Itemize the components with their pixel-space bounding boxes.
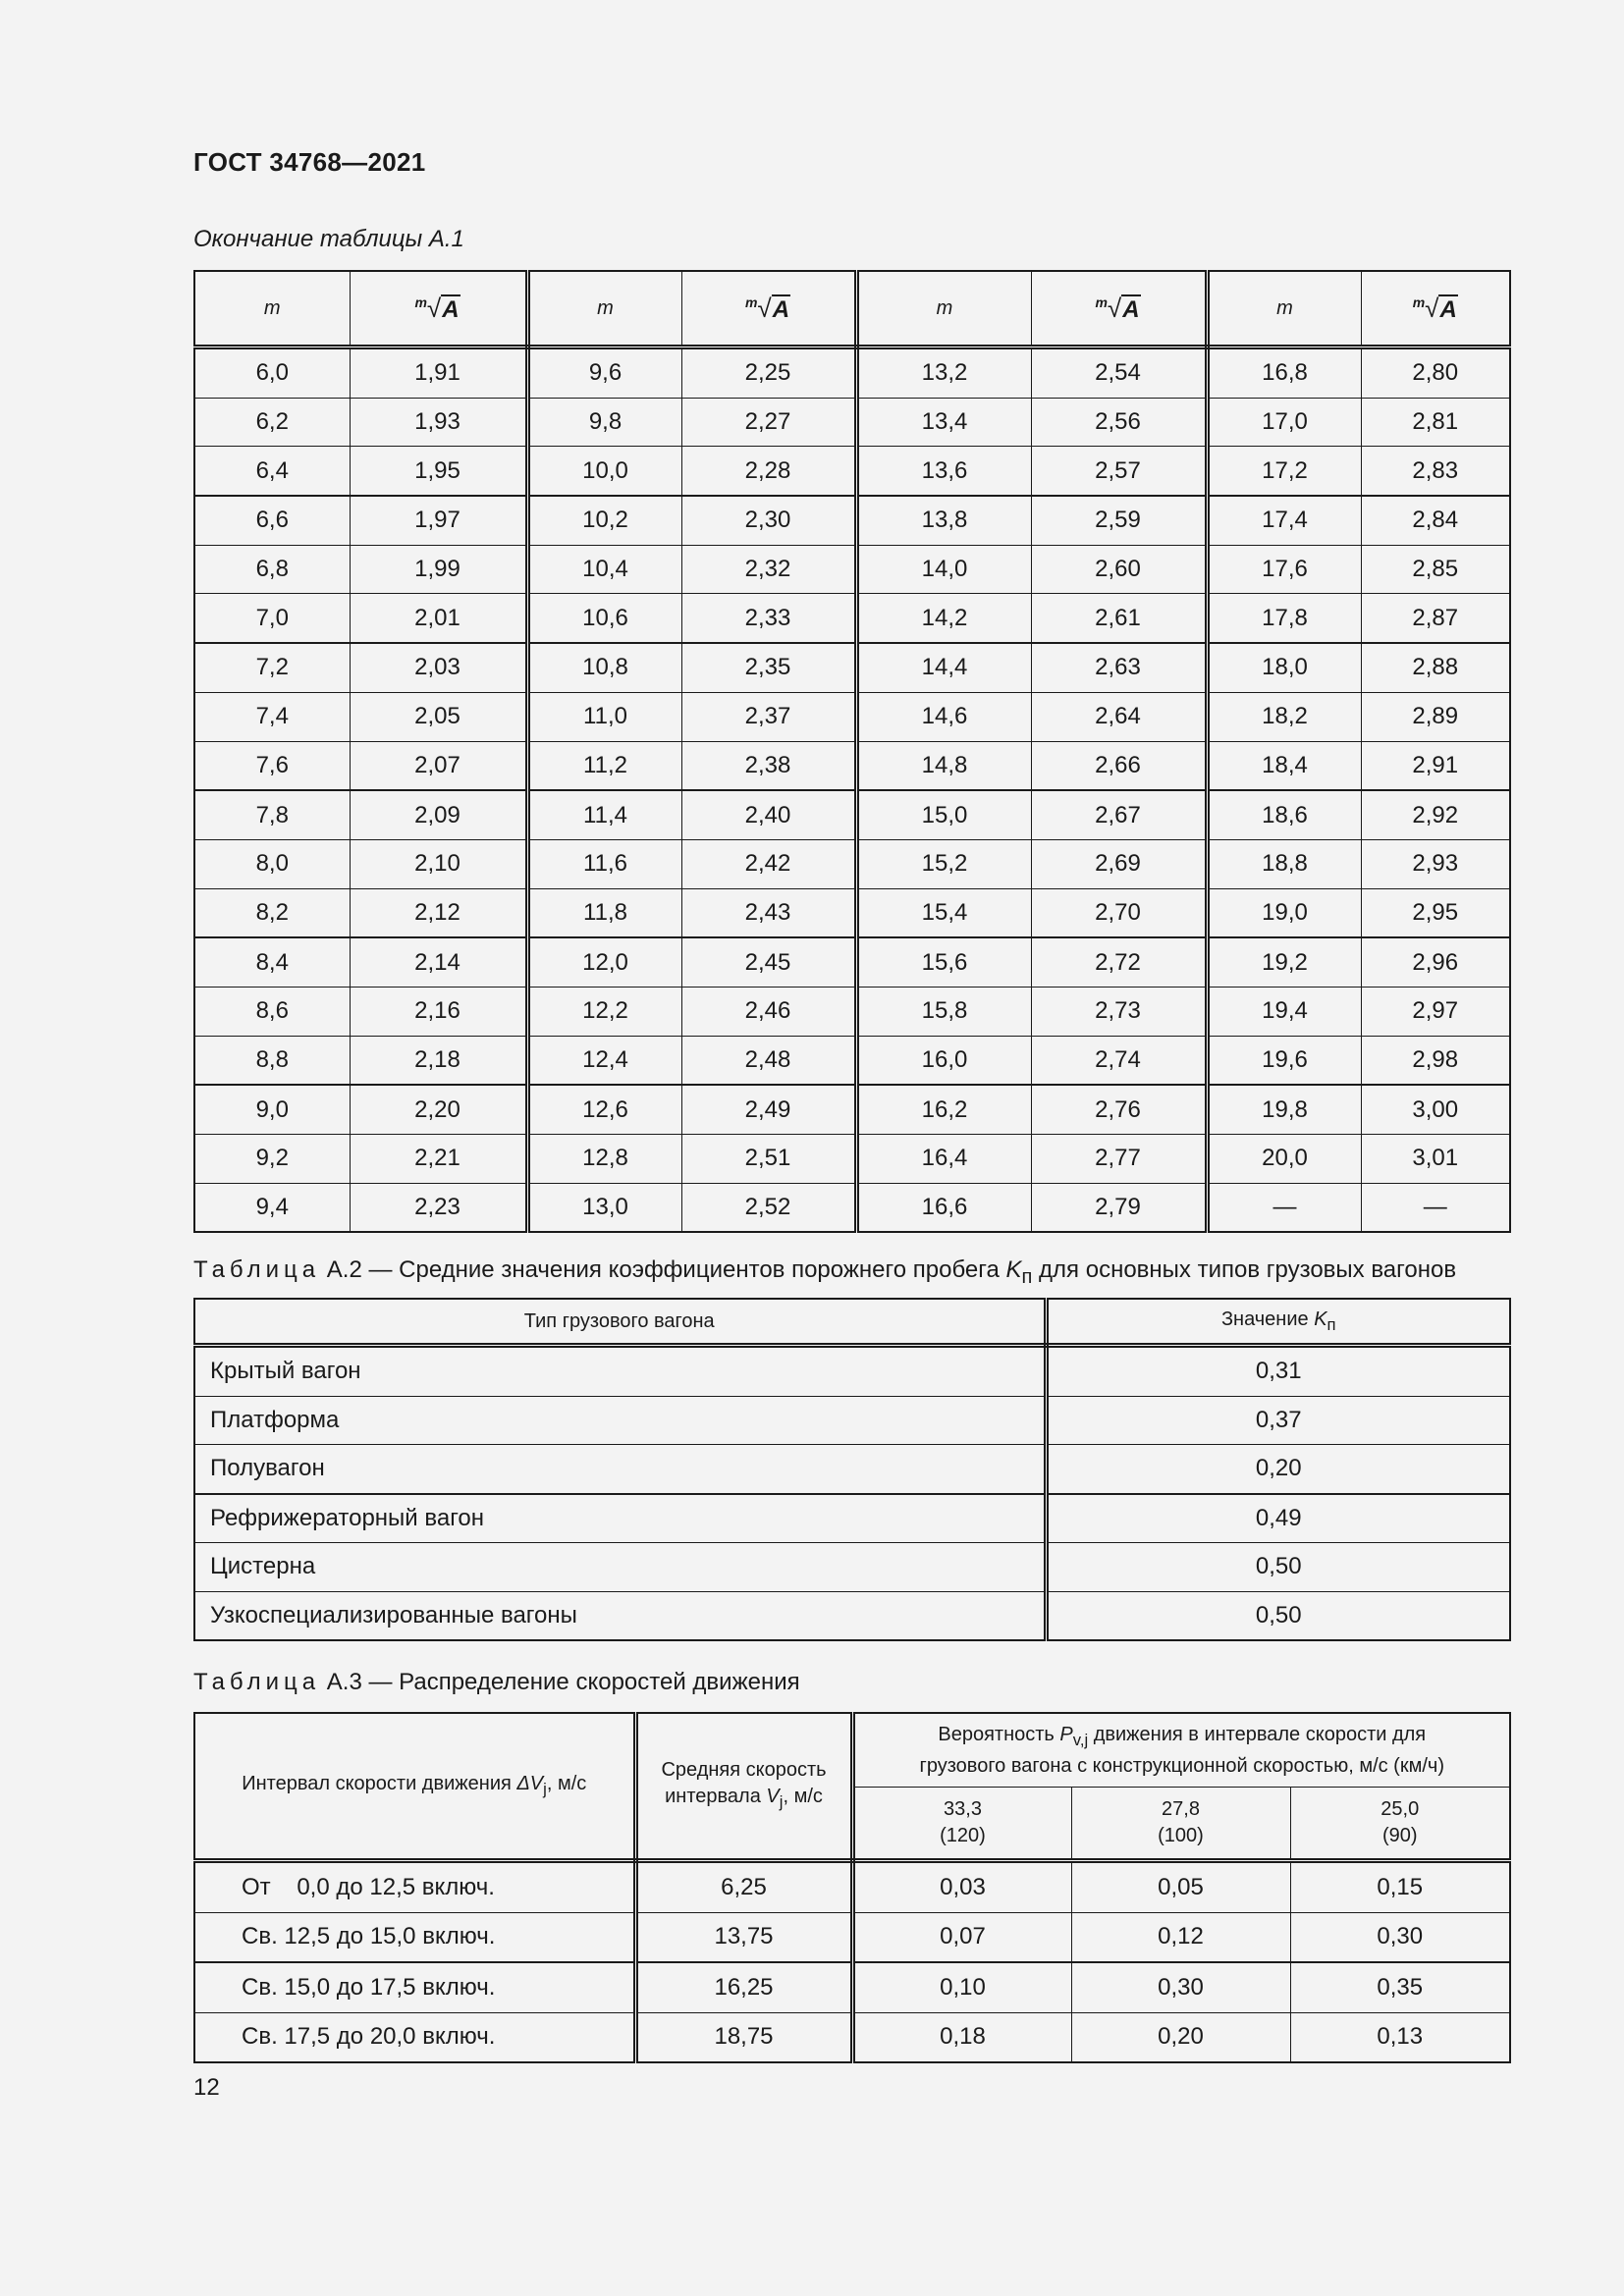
- speed-ms: 25,0: [1380, 1798, 1420, 1820]
- table-a2-header-value: [1046, 1299, 1510, 1346]
- cell-m: 15,6: [856, 937, 1031, 987]
- cell-root: 2,07: [350, 741, 527, 790]
- cell-m: 7,0: [194, 594, 350, 643]
- cell-wagon-type: Рефрижераторный вагон: [194, 1494, 1046, 1543]
- cell-m: 7,2: [194, 643, 350, 692]
- cell-root: 2,63: [1031, 643, 1207, 692]
- speed-kmh: (120): [940, 1825, 986, 1846]
- cell-kp-value: 0,31: [1046, 1346, 1510, 1397]
- table-a2-caption-prefix: Таблица: [193, 1256, 321, 1283]
- cell-root: 2,40: [681, 790, 856, 839]
- table-row: [194, 692, 1510, 741]
- table-a1-header-m: m: [527, 271, 681, 347]
- table-a3-header-row-1: [194, 1713, 1510, 1788]
- cell-m: 6,0: [194, 347, 350, 399]
- table-a3-header-speed: [1071, 1788, 1290, 1861]
- table-a3-caption-prefix: Таблица: [193, 1669, 321, 1695]
- cell-root: 2,46: [681, 987, 856, 1036]
- cell-m: 15,2: [856, 839, 1031, 888]
- radical-sign-icon: √: [757, 293, 772, 323]
- cell-root: 2,98: [1361, 1036, 1510, 1085]
- cell-root: 2,03: [350, 643, 527, 692]
- cell-root: 2,56: [1031, 398, 1207, 447]
- cell-m: 10,6: [527, 594, 681, 643]
- cell-root: 2,09: [350, 790, 527, 839]
- cell-m: 11,0: [527, 692, 681, 741]
- cell-m: 15,0: [856, 790, 1031, 839]
- cell-m: 16,0: [856, 1036, 1031, 1085]
- table-row: [194, 839, 1510, 888]
- table-row: [194, 937, 1510, 987]
- cell-m: 11,4: [527, 790, 681, 839]
- table-a3-header-avg-sub: j: [779, 1792, 784, 1811]
- cell-probability: 0,30: [1071, 1962, 1290, 2012]
- cell-interval: Св. 12,5 до 15,0 включ.: [194, 1912, 635, 1962]
- cell-m: 14,8: [856, 741, 1031, 790]
- cell-root: 2,80: [1361, 347, 1510, 399]
- cell-avg-speed: 6,25: [635, 1861, 852, 1913]
- cell-m: 13,8: [856, 496, 1031, 545]
- cell-root: 2,66: [1031, 741, 1207, 790]
- table-a1: [193, 270, 1511, 1233]
- table-a1-header-root: [1361, 271, 1510, 347]
- cell-interval: Св. 17,5 до 20,0 включ.: [194, 2012, 635, 2062]
- cell-m: 8,8: [194, 1036, 350, 1085]
- cell-m: 14,4: [856, 643, 1031, 692]
- table-a1-header-root: [681, 271, 856, 347]
- table-a1-header-m: m: [1207, 271, 1361, 347]
- cell-m: 10,4: [527, 545, 681, 594]
- cell-root: 1,99: [350, 545, 527, 594]
- cell-kp-value: 0,50: [1046, 1591, 1510, 1640]
- speed-ms: 27,8: [1162, 1798, 1200, 1820]
- table-a3-header-interval: [194, 1713, 635, 1861]
- root-index: m: [744, 294, 758, 310]
- table-a1-header-root: [350, 271, 527, 347]
- table-a2-caption-symbol: K: [1005, 1256, 1022, 1283]
- cell-m: 18,8: [1207, 839, 1361, 888]
- table-a3-header-speed: [852, 1788, 1071, 1861]
- table-a3-header-interval-label: Интервал скорости движения: [242, 1772, 517, 1794]
- cell-wagon-type: Полувагон: [194, 1445, 1046, 1494]
- table-row: [194, 790, 1510, 839]
- cell-root: 2,01: [350, 594, 527, 643]
- cell-m: 8,6: [194, 987, 350, 1036]
- cell-m: 13,2: [856, 347, 1031, 399]
- table-row: [194, 545, 1510, 594]
- root-symbol: [414, 293, 460, 323]
- table-row: [194, 1183, 1510, 1232]
- radical-sign-icon: √: [1107, 293, 1122, 323]
- cell-m: 18,2: [1207, 692, 1361, 741]
- table-row: [194, 1861, 1510, 1913]
- cell-root: 2,84: [1361, 496, 1510, 545]
- cell-root: 2,18: [350, 1036, 527, 1085]
- cell-m: 13,4: [856, 398, 1031, 447]
- cell-m: 12,0: [527, 937, 681, 987]
- cell-m: 9,8: [527, 398, 681, 447]
- table-row: [194, 987, 1510, 1036]
- table-row: [194, 594, 1510, 643]
- table-a2-caption: [193, 1256, 1456, 1289]
- cell-m: 16,2: [856, 1085, 1031, 1134]
- cell-root: 2,43: [681, 888, 856, 937]
- table-row: [194, 496, 1510, 545]
- cell-root: 2,54: [1031, 347, 1207, 399]
- cell-m: 9,4: [194, 1183, 350, 1232]
- table-a3-header-interval-sub: j: [543, 1779, 547, 1798]
- table-a2-header-value-symbol: K: [1314, 1308, 1327, 1330]
- cell-kp-value: 0,20: [1046, 1445, 1510, 1494]
- root-index: m: [1412, 294, 1426, 310]
- cell-m: 17,4: [1207, 496, 1361, 545]
- table-a2-caption-suffix: для основных типов грузовых вагонов: [1032, 1256, 1457, 1283]
- cell-m: 14,6: [856, 692, 1031, 741]
- speed-ms: 33,3: [944, 1798, 982, 1820]
- cell-m: 9,2: [194, 1135, 350, 1184]
- radical-sign-icon: √: [1425, 293, 1439, 323]
- cell-root: 2,96: [1361, 937, 1510, 987]
- table-a2-caption-sub: п: [1021, 1265, 1033, 1288]
- cell-root: 1,97: [350, 496, 527, 545]
- cell-root: 2,21: [350, 1135, 527, 1184]
- table-row: [194, 643, 1510, 692]
- table-a3-caption-body: А.3 — Распределение скоростей движения: [326, 1669, 800, 1695]
- cell-probability: 0,07: [852, 1912, 1071, 1962]
- table-a1-header-m: m: [194, 271, 350, 347]
- cell-wagon-type: Цистерна: [194, 1543, 1046, 1592]
- table-a3-header-speed: [1290, 1788, 1510, 1861]
- cell-m: 10,0: [527, 447, 681, 496]
- cell-m: 19,2: [1207, 937, 1361, 987]
- cell-root: 2,35: [681, 643, 856, 692]
- cell-root: 2,69: [1031, 839, 1207, 888]
- table-a3-header-prob-sub: v,j: [1072, 1730, 1089, 1749]
- cell-probability: 0,03: [852, 1861, 1071, 1913]
- table-a1-caption: Окончание таблицы А.1: [193, 226, 464, 252]
- cell-m: 6,2: [194, 398, 350, 447]
- cell-root: 2,16: [350, 987, 527, 1036]
- cell-m: 13,0: [527, 1183, 681, 1232]
- cell-m: 12,4: [527, 1036, 681, 1085]
- cell-root: 2,74: [1031, 1036, 1207, 1085]
- cell-probability: 0,13: [1290, 2012, 1510, 2062]
- table-row: [194, 1135, 1510, 1184]
- cell-root: 2,92: [1361, 790, 1510, 839]
- cell-m: 8,0: [194, 839, 350, 888]
- cell-m: 7,6: [194, 741, 350, 790]
- cell-m: 19,4: [1207, 987, 1361, 1036]
- table-a3-header-interval-symbol: ΔV: [516, 1772, 544, 1794]
- table-a2-header-row: [194, 1299, 1510, 1346]
- cell-m: 12,6: [527, 1085, 681, 1134]
- cell-root: 2,60: [1031, 545, 1207, 594]
- cell-m: 17,0: [1207, 398, 1361, 447]
- table-a3-header-prob-a: Вероятность: [938, 1723, 1060, 1745]
- cell-m: 15,8: [856, 987, 1031, 1036]
- cell-root: 2,37: [681, 692, 856, 741]
- table-row: [194, 398, 1510, 447]
- cell-m: 18,4: [1207, 741, 1361, 790]
- cell-m: 20,0: [1207, 1135, 1361, 1184]
- cell-root: 2,87: [1361, 594, 1510, 643]
- cell-root: 2,49: [681, 1085, 856, 1134]
- cell-m: 10,2: [527, 496, 681, 545]
- cell-root: 2,33: [681, 594, 856, 643]
- cell-m: 19,8: [1207, 1085, 1361, 1134]
- cell-m: —: [1207, 1183, 1361, 1232]
- root-symbol: [1095, 293, 1140, 323]
- cell-wagon-type: Крытый вагон: [194, 1346, 1046, 1397]
- cell-root: 2,67: [1031, 790, 1207, 839]
- cell-root: 2,64: [1031, 692, 1207, 741]
- cell-root: 2,97: [1361, 987, 1510, 1036]
- cell-root: 2,59: [1031, 496, 1207, 545]
- cell-root: 2,10: [350, 839, 527, 888]
- table-a3-header-probability: [852, 1713, 1510, 1788]
- page-number: 12: [193, 2074, 220, 2101]
- table-row: [194, 1543, 1510, 1592]
- cell-m: 11,8: [527, 888, 681, 937]
- document-header: ГОСТ 34768—2021: [193, 147, 426, 177]
- cell-m: 9,6: [527, 347, 681, 399]
- cell-root: 2,91: [1361, 741, 1510, 790]
- root-radicand: A: [1122, 295, 1140, 323]
- root-index: m: [1095, 294, 1108, 310]
- cell-m: 17,6: [1207, 545, 1361, 594]
- table-a1-header-m: m: [856, 271, 1031, 347]
- cell-interval: Св. 15,0 до 17,5 включ.: [194, 1962, 635, 2012]
- cell-avg-speed: 13,75: [635, 1912, 852, 1962]
- cell-root: 2,48: [681, 1036, 856, 1085]
- cell-m: 12,8: [527, 1135, 681, 1184]
- root-symbol: [1412, 293, 1458, 323]
- root-index: m: [414, 294, 427, 310]
- cell-m: 8,4: [194, 937, 350, 987]
- speed-kmh: (90): [1381, 1825, 1418, 1846]
- cell-m: 17,2: [1207, 447, 1361, 496]
- cell-probability: 0,15: [1290, 1861, 1510, 1913]
- cell-probability: 0,30: [1290, 1912, 1510, 1962]
- cell-root: 2,81: [1361, 398, 1510, 447]
- table-row: [194, 2012, 1510, 2062]
- table-a3-header-prob-b: движения в интервале скорости для: [1088, 1723, 1427, 1745]
- table-row: [194, 1085, 1510, 1134]
- cell-root: 2,38: [681, 741, 856, 790]
- cell-root: 2,27: [681, 398, 856, 447]
- root-radicand: A: [442, 295, 460, 323]
- table-a2-header-type: Тип грузового вагона: [194, 1299, 1046, 1346]
- cell-m: 17,8: [1207, 594, 1361, 643]
- table-row: [194, 447, 1510, 496]
- table-row: [194, 1445, 1510, 1494]
- cell-root: 2,05: [350, 692, 527, 741]
- cell-root: 2,25: [681, 347, 856, 399]
- cell-root: 2,20: [350, 1085, 527, 1134]
- table-row: [194, 347, 1510, 399]
- cell-root: 2,70: [1031, 888, 1207, 937]
- cell-root: 2,14: [350, 937, 527, 987]
- radical-sign-icon: √: [426, 293, 442, 323]
- cell-root: 2,30: [681, 496, 856, 545]
- cell-m: 18,0: [1207, 643, 1361, 692]
- cell-m: 7,4: [194, 692, 350, 741]
- table-a3-header-avg-unit: , м/с: [783, 1786, 823, 1807]
- cell-root: 2,32: [681, 545, 856, 594]
- root-radicand: A: [772, 295, 790, 323]
- cell-root: 1,91: [350, 347, 527, 399]
- cell-m: 9,0: [194, 1085, 350, 1134]
- cell-root: 3,00: [1361, 1085, 1510, 1134]
- cell-root: 2,95: [1361, 888, 1510, 937]
- cell-root: 3,01: [1361, 1135, 1510, 1184]
- cell-root: 1,95: [350, 447, 527, 496]
- cell-kp-value: 0,49: [1046, 1494, 1510, 1543]
- cell-m: 19,0: [1207, 888, 1361, 937]
- table-a3-header-avg-symbol: V: [766, 1786, 780, 1807]
- cell-m: 14,0: [856, 545, 1031, 594]
- cell-probability: 0,05: [1071, 1861, 1290, 1913]
- cell-m: 8,2: [194, 888, 350, 937]
- root-radicand: A: [1439, 295, 1457, 323]
- cell-root: 2,12: [350, 888, 527, 937]
- table-row: [194, 1912, 1510, 1962]
- cell-interval: От 0,0 до 12,5 включ.: [194, 1861, 635, 1913]
- cell-root: 2,77: [1031, 1135, 1207, 1184]
- cell-root: 2,79: [1031, 1183, 1207, 1232]
- cell-root: 2,88: [1361, 643, 1510, 692]
- table-a1-header-row: [194, 271, 1510, 347]
- cell-root: 2,51: [681, 1135, 856, 1184]
- table-a3-header-avg: [635, 1713, 852, 1861]
- cell-root: 2,42: [681, 839, 856, 888]
- cell-root: 2,52: [681, 1183, 856, 1232]
- table-a2: [193, 1298, 1511, 1641]
- table-row: [194, 1346, 1510, 1397]
- table-a2-header-value-label: Значение: [1220, 1308, 1315, 1330]
- cell-m: 6,4: [194, 447, 350, 496]
- cell-root: 2,28: [681, 447, 856, 496]
- cell-root: 2,83: [1361, 447, 1510, 496]
- cell-probability: 0,20: [1071, 2012, 1290, 2062]
- table-a1-header-root: [1031, 271, 1207, 347]
- table-row: [194, 1396, 1510, 1445]
- cell-root: 2,89: [1361, 692, 1510, 741]
- cell-wagon-type: Платформа: [194, 1396, 1046, 1445]
- cell-m: 16,8: [1207, 347, 1361, 399]
- table-row: [194, 1962, 1510, 2012]
- table-row: [194, 741, 1510, 790]
- table-a3: [193, 1712, 1511, 2063]
- cell-avg-speed: 16,25: [635, 1962, 852, 2012]
- cell-m: 11,2: [527, 741, 681, 790]
- cell-probability: 0,18: [852, 2012, 1071, 2062]
- table-row: [194, 1591, 1510, 1640]
- cell-root: 2,57: [1031, 447, 1207, 496]
- cell-root: 2,73: [1031, 987, 1207, 1036]
- cell-root: 2,61: [1031, 594, 1207, 643]
- cell-kp-value: 0,50: [1046, 1543, 1510, 1592]
- cell-root: 2,85: [1361, 545, 1510, 594]
- table-a3-header-avg-line2: интервала: [665, 1786, 767, 1807]
- table-a2-header-value-sub: п: [1326, 1314, 1336, 1334]
- table-a3-caption: [193, 1669, 800, 1696]
- table-a3-header-interval-unit: , м/с: [546, 1772, 587, 1794]
- cell-m: 19,6: [1207, 1036, 1361, 1085]
- cell-root: 2,72: [1031, 937, 1207, 987]
- cell-root: 2,76: [1031, 1085, 1207, 1134]
- cell-m: 13,6: [856, 447, 1031, 496]
- table-a3-header-avg-line1: Средняя скорость: [661, 1759, 827, 1781]
- cell-m: 18,6: [1207, 790, 1361, 839]
- cell-root: 2,93: [1361, 839, 1510, 888]
- cell-probability: 0,12: [1071, 1912, 1290, 1962]
- cell-probability: 0,35: [1290, 1962, 1510, 2012]
- cell-root: 1,93: [350, 398, 527, 447]
- table-row: [194, 1494, 1510, 1543]
- cell-m: 15,4: [856, 888, 1031, 937]
- cell-probability: 0,10: [852, 1962, 1071, 2012]
- cell-m: 7,8: [194, 790, 350, 839]
- root-symbol: [744, 293, 790, 323]
- cell-m: 16,4: [856, 1135, 1031, 1184]
- cell-m: 14,2: [856, 594, 1031, 643]
- cell-m: 6,8: [194, 545, 350, 594]
- cell-m: 6,6: [194, 496, 350, 545]
- cell-root: —: [1361, 1183, 1510, 1232]
- table-a3-header-prob-symbol: P: [1059, 1723, 1073, 1745]
- cell-avg-speed: 18,75: [635, 2012, 852, 2062]
- cell-m: 16,6: [856, 1183, 1031, 1232]
- cell-kp-value: 0,37: [1046, 1396, 1510, 1445]
- cell-wagon-type: Узкоспециализированные вагоны: [194, 1591, 1046, 1640]
- table-row: [194, 1036, 1510, 1085]
- cell-m: 12,2: [527, 987, 681, 1036]
- cell-root: 2,23: [350, 1183, 527, 1232]
- table-a3-header-prob-c: грузового вагона с конструкционной скоростью, м/с (км/ч): [919, 1754, 1444, 1777]
- speed-kmh: (100): [1158, 1825, 1204, 1846]
- cell-m: 10,8: [527, 643, 681, 692]
- table-row: [194, 888, 1510, 937]
- cell-m: 11,6: [527, 839, 681, 888]
- table-a2-caption-body: А.2 — Средние значения коэффициентов порожнего пробега: [326, 1256, 1006, 1283]
- cell-root: 2,45: [681, 937, 856, 987]
